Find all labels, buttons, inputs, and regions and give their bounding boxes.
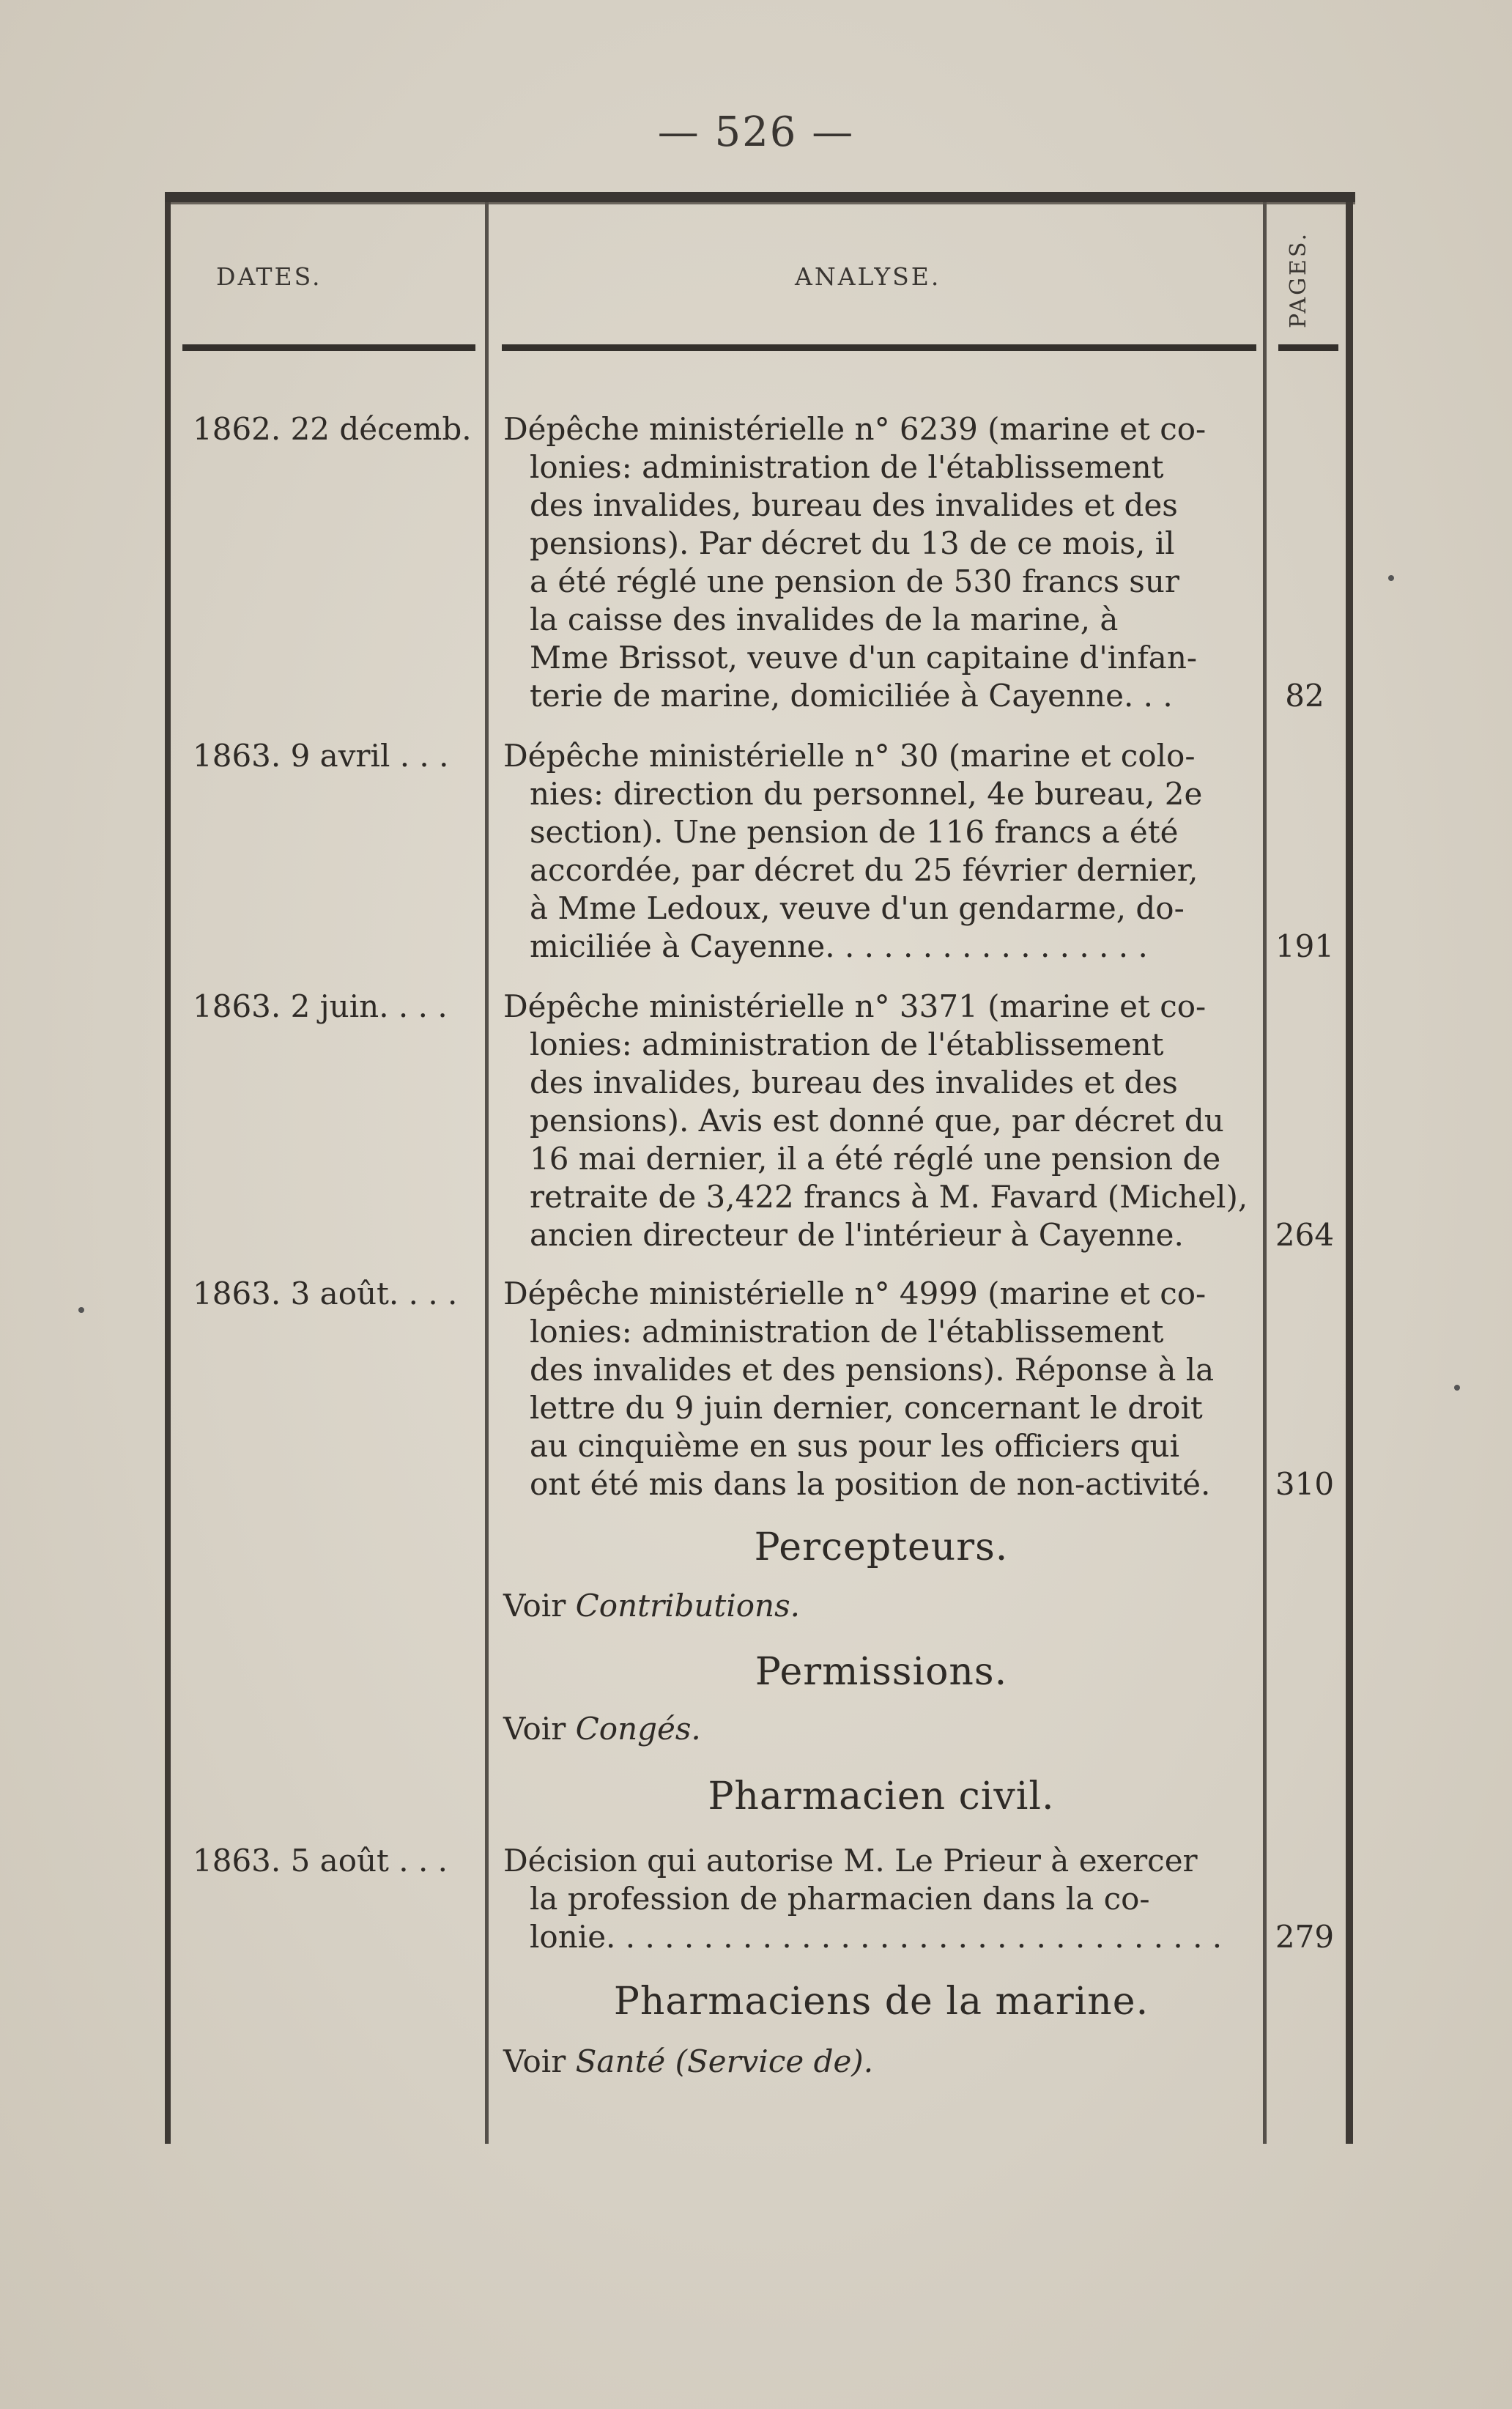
analysis-line: la profession de pharmacien dans la co- [530, 1881, 1150, 1917]
entry-date: 1863. 5 août . . . [193, 1843, 448, 1879]
header-pages: PAGES. [1286, 232, 1311, 328]
section-heading-pharmacien-civil: Pharmacien civil. [708, 1775, 1055, 1818]
index-table [165, 192, 1355, 2145]
entry-date: 1863. 2 juin. . . . [193, 988, 448, 1024]
section-heading-permissions: Permissions. [755, 1650, 1008, 1694]
speck [1454, 1385, 1460, 1391]
speck [1388, 575, 1394, 581]
analysis-line: Dépêche ministérielle n° 4999 (marine et co- [503, 1276, 1207, 1311]
analysis-line: lettre du 9 juin dernier, concernant le droit [530, 1390, 1203, 1426]
cross-reference-pharmaciens-marine [503, 2043, 873, 2081]
section-heading-percepteurs: Percepteurs. [754, 1525, 1009, 1569]
analysis-line: Dépêche ministérielle n° 6239 (marine et co- [503, 411, 1207, 447]
header-rule-pages [1278, 344, 1338, 351]
analysis-line: lonies: administration de l'établissement [530, 449, 1164, 485]
right-border [1346, 202, 1353, 2144]
analysis-line: Décision qui autorise M. Le Prieur à exercer [503, 1843, 1198, 1879]
voir-target: Contributions. [575, 1588, 800, 1624]
header-analyse: ANALYSE. [795, 262, 941, 291]
page-reference: 191 [1275, 928, 1335, 964]
analysis-line: des invalides et des pensions). Réponse à la [530, 1352, 1215, 1388]
analysis-line: nies: direction du personnel, 4e bureau, 2e [530, 776, 1203, 812]
analysis-line: Dépêche ministérielle n° 3371 (marine et co- [503, 988, 1207, 1024]
page-number: — 526 — [657, 108, 855, 156]
analysis-line: des invalides, bureau des invalides et des [530, 1065, 1178, 1100]
page-reference: 310 [1275, 1466, 1335, 1502]
analysis-line: 16 mai dernier, il a été réglé une pension de [530, 1141, 1221, 1177]
page-reference: 279 [1275, 1919, 1335, 1955]
entry-analysis [503, 410, 1259, 715]
entry-analysis [503, 737, 1259, 966]
analysis-line: accordée, par décret du 25 février dernier, [530, 852, 1198, 888]
voir-prefix: Voir [503, 2043, 566, 2079]
entry-analysis [503, 1275, 1259, 1503]
header-rule-analyse [502, 344, 1256, 351]
voir-prefix: Voir [503, 1588, 566, 1624]
speck [78, 1307, 84, 1313]
entry-date: 1862. 22 décemb. [193, 411, 472, 447]
entry-analysis [503, 1842, 1259, 1956]
analysis-line: Mme Brissot, veuve d'un capitaine d'infan- [530, 640, 1198, 676]
page-reference: 82 [1285, 678, 1324, 714]
entry-date: 1863. 9 avril . . . [193, 738, 449, 774]
analysis-line: pensions). Par décret du 13 de ce mois, il [530, 525, 1175, 561]
analysis-line: Dépêche ministérielle n° 30 (marine et colo- [503, 738, 1196, 774]
analysis-line: au cinquième en sus pour les officiers qui [530, 1428, 1180, 1464]
analysis-line: terie de marine, domiciliée à Cayenne. . . [530, 678, 1173, 714]
voir-prefix: Voir [503, 1711, 566, 1747]
analysis-line: a été réglé une pension de 530 francs sur [530, 563, 1179, 599]
analysis-line: lonies: administration de l'établissement [530, 1026, 1164, 1062]
cross-reference-permissions [503, 1710, 701, 1748]
analysis-line: ont été mis dans la position de non-activité. [530, 1466, 1211, 1502]
section-heading-pharmaciens-marine: Pharmaciens de la marine. [613, 1980, 1149, 2024]
header-dates: DATES. [216, 262, 322, 291]
analysis-line: des invalides, bureau des invalides et des [530, 487, 1178, 523]
analysis-line: retraite de 3,422 francs à M. Favard (Michel), [530, 1179, 1248, 1215]
analysis-line: lonies: administration de l'établissement [530, 1314, 1164, 1350]
page-reference: 264 [1275, 1217, 1335, 1253]
top-rule [165, 192, 1355, 204]
entry-analysis [503, 988, 1259, 1254]
voir-target: Santé (Service de). [575, 2043, 874, 2079]
analysis-line: miciliée à Cayenne. . . . . . . . . . . . . . . . . [530, 928, 1148, 964]
header-rule-dates [182, 344, 475, 351]
analysis-line: à Mme Ledoux, veuve d'un gendarme, do- [530, 890, 1185, 926]
analysis-line: section). Une pension de 116 francs a été [530, 814, 1179, 850]
pages-column-divider [1263, 202, 1267, 2144]
analysis-line: pensions). Avis est donné que, par décret du [530, 1103, 1224, 1139]
voir-target: Congés. [575, 1711, 701, 1747]
analysis-line: lonie. . . . . . . . . . . . . . . . . . . . . . . . . . . . . . . . [530, 1919, 1223, 1955]
analysis-line: ancien directeur de l'intérieur à Cayenne. [530, 1217, 1184, 1253]
analysis-line: la caisse des invalides de la marine, à [530, 602, 1119, 637]
entry-date: 1863. 3 août. . . . [193, 1276, 458, 1311]
cross-reference-percepteurs [503, 1587, 800, 1625]
left-border [165, 202, 171, 2144]
